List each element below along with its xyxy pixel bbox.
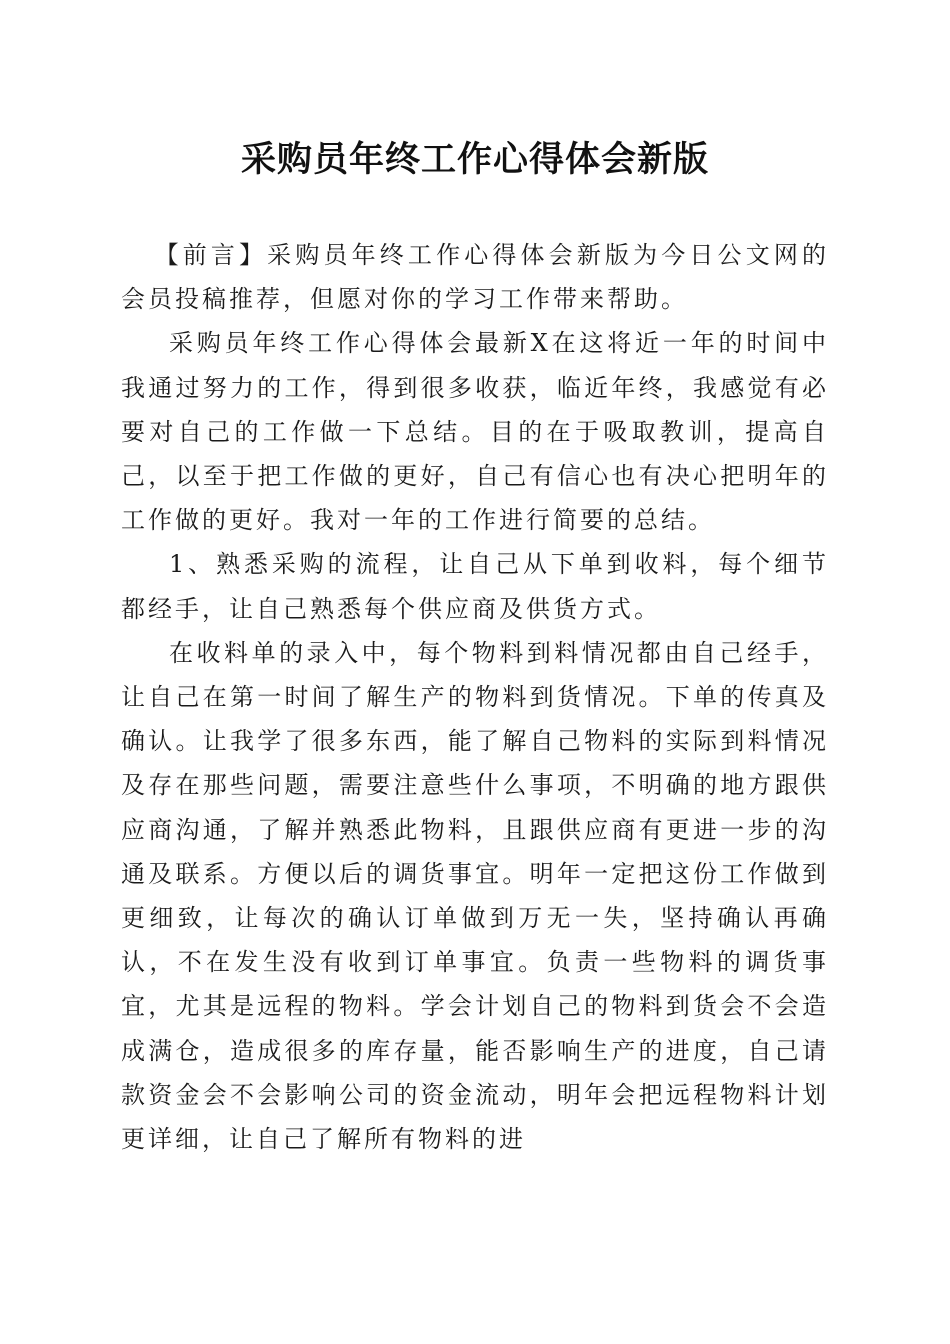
- document-body: [121, 233, 829, 1161]
- preface-paragraph: 【前言】采购员年终工作心得体会新版为今日公文网的会员投稿推荐，但愿对你的学习工作带来帮助。: [121, 241, 829, 314]
- body-paragraph: 采购员年终工作心得体会最新X在这将近一年的时间中我通过努力的工作，得到很多收获，临近年终，我感觉有必要对自己的工作做一下总结。目的在于吸取教训，提高自己，以至于把工作做的更好，自己有信心也有决心把明年的工作做的更好。我对一年的工作进行简要的总结。: [121, 329, 829, 535]
- body-paragraph: 1、熟悉采购的流程，让自己从下单到收料，每个细节都经手，让自己熟悉每个供应商及供货方式。: [121, 550, 829, 623]
- body-paragraph: 在收料单的录入中，每个物料到料情况都由自己经手，让自己在第一时间了解生产的物料到货情况。下单的传真及确认。让我学了很多东西，能了解自己物料的实际到料情况及存在那些问题，需要注意些什么事项，不明确的地方跟供应商沟通，了解并熟悉此物料，且跟供应商有更进一步的沟通及联系。方便以后的调货事宜。明年一定把这份工作做到更细致，让每次的确认订单做到万无一失，坚持确认再确认，不在发生没有收到订单事宜。负责一些物料的调货事宜，尤其是远程的物料。学会计划自己的物料到货会不会造成满仓，造成很多的库存量，能否影响生产的进度，自己请款资金会不会影响公司的资金流动，明年会把远程物料计划更详细，让自己了解所有物料的进: [121, 638, 829, 1154]
- document-title: 采购员年终工作心得体会新版: [240, 139, 709, 180]
